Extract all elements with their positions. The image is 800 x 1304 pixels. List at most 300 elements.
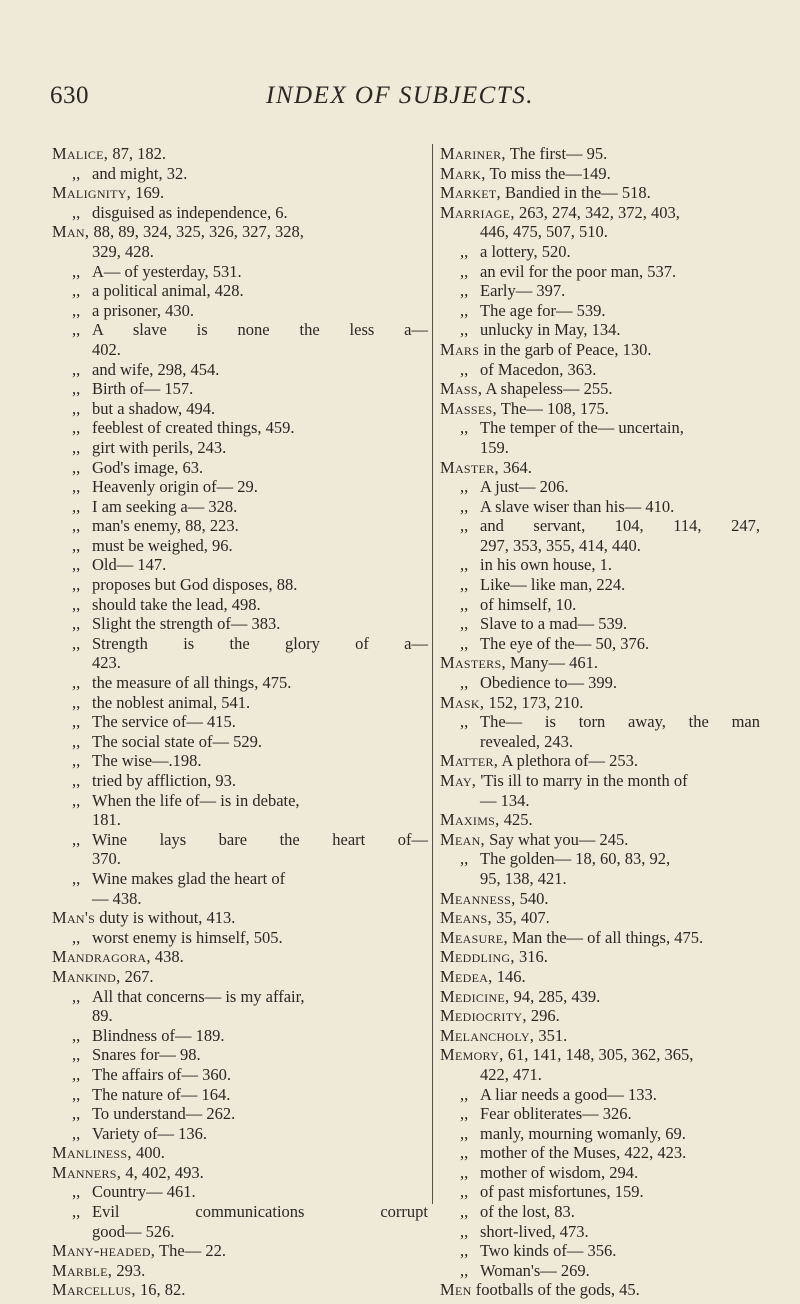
- entry-heading: Medea,: [440, 966, 493, 986]
- subentry-text: and wife, 298, 454.: [92, 359, 220, 379]
- ditto-mark: ,,: [72, 1202, 81, 1222]
- entry-heading: Mankind,: [52, 966, 121, 986]
- entry-references: 4, 402, 493.: [121, 1162, 204, 1182]
- ditto-mark: ,,: [460, 1241, 469, 1261]
- column-divider: [432, 144, 433, 1204]
- entry-heading: Masters,: [440, 653, 506, 673]
- subentry-text: Wine makes glad the heart of: [92, 868, 286, 888]
- index-entry: [440, 908, 760, 928]
- entry-references: 'Tis ill to marry in the month of: [476, 771, 688, 790]
- index-subentry: [440, 418, 760, 438]
- ditto-mark: ,,: [460, 1182, 469, 1202]
- entry-heading: Measure,: [440, 927, 508, 947]
- ditto-mark: ,,: [460, 496, 469, 516]
- continuation-line: — 438.: [92, 888, 142, 908]
- subentry-text: Old— 147.: [92, 555, 167, 575]
- continuation-line: 370.: [92, 849, 121, 869]
- subentry-text: Variety of— 136.: [92, 1123, 208, 1143]
- ditto-mark: ,,: [72, 555, 81, 575]
- subentry-text: The wise—.198.: [92, 751, 202, 771]
- subentry-text: Slight the strength of— 383.: [92, 614, 281, 634]
- page-number: 630: [50, 82, 89, 109]
- index-entry: [440, 771, 760, 791]
- ditto-mark: ,,: [460, 1123, 469, 1143]
- entry-references: 88, 89, 324, 325, 326, 327, 328,: [89, 222, 304, 242]
- index-subentry: [440, 281, 760, 301]
- entry-references: 293.: [112, 1260, 146, 1280]
- index-entry: [52, 1241, 428, 1261]
- ditto-mark: ,,: [72, 1123, 81, 1143]
- subentry-text: mother of wisdom, 294.: [480, 1162, 639, 1182]
- index-subentry: [440, 1222, 760, 1242]
- index-entry: [440, 1006, 760, 1026]
- index-subentry: [52, 751, 428, 771]
- index-subentry: [440, 1261, 760, 1281]
- ditto-mark: ,,: [460, 1162, 469, 1182]
- subentry-text: The— is torn away, the man: [480, 712, 760, 732]
- ditto-mark: ,,: [460, 477, 469, 497]
- index-subentry: [52, 1202, 428, 1222]
- entry-references: in the garb of Peace, 130.: [479, 339, 652, 359]
- entry-references: A plethora of— 253.: [498, 751, 639, 771]
- entry-heading: Mediocrity,: [440, 1006, 527, 1026]
- index-entry: [440, 830, 760, 850]
- subentry-text: The age for— 539.: [480, 300, 606, 320]
- continuation-line: 181.: [92, 810, 121, 830]
- entry-references: Say what you— 245.: [484, 829, 629, 849]
- ditto-mark: ,,: [72, 496, 81, 516]
- subentry-text: A slave is none the less a—: [92, 320, 428, 340]
- entry-heading: Market,: [440, 183, 501, 203]
- entry-references: 351.: [534, 1025, 568, 1045]
- index-subentry: [440, 614, 760, 634]
- subentry-text: should take the lead, 498.: [92, 594, 261, 614]
- subentry-text: Strength is the glory of a—: [92, 633, 428, 653]
- index-subentry: [440, 555, 760, 575]
- index-entry: [440, 947, 760, 967]
- index-subentry: [52, 281, 428, 301]
- entry-references: Man the— of all things, 475.: [507, 927, 704, 947]
- entry-references: 263, 274, 342, 372, 403,: [514, 202, 680, 222]
- entry-references: 316.: [514, 947, 548, 967]
- ditto-mark: ,,: [460, 1260, 469, 1280]
- entry-references: A shapeless— 255.: [482, 379, 613, 399]
- index-entry: [440, 928, 760, 948]
- index-entry: [52, 1143, 428, 1163]
- subentry-text: must be weighed, 96.: [92, 535, 233, 555]
- index-subentry: [52, 673, 428, 693]
- index-subentry: [52, 869, 428, 889]
- index-entry: [52, 144, 428, 164]
- subentry-text: of Macedon, 363.: [480, 359, 597, 379]
- subentry-text: Evil communications corrupt: [92, 1202, 428, 1222]
- index-subentry: [52, 1065, 428, 1085]
- index-subentry: [52, 301, 428, 321]
- index-entry: [440, 379, 760, 399]
- continuation-line: 446, 475, 507, 510.: [480, 222, 608, 242]
- entry-heading: Manliness,: [52, 1143, 132, 1163]
- entry-heading: Mandragora,: [52, 947, 151, 967]
- index-subentry: [52, 1104, 428, 1124]
- index-entry: [440, 1045, 760, 1065]
- subentry-text: disguised as independence, 6.: [92, 202, 288, 222]
- index-entry: [440, 183, 760, 203]
- ditto-mark: ,,: [72, 712, 81, 732]
- subentry-text: Two kinds of— 356.: [480, 1241, 617, 1261]
- entry-heading: Man's: [52, 908, 96, 928]
- ditto-mark: ,,: [460, 594, 469, 614]
- entry-references: 61, 141, 148, 305, 362, 365,: [503, 1045, 694, 1065]
- ditto-mark: ,,: [460, 555, 469, 575]
- index-subentry: [440, 477, 760, 497]
- subentry-text: feeblest of created things, 459.: [92, 418, 295, 438]
- entry-heading: Many-headed,: [52, 1241, 156, 1261]
- index-subentry: [440, 1202, 760, 1222]
- continuation-line: 402.: [92, 339, 121, 359]
- ditto-mark: ,,: [72, 1104, 81, 1124]
- entry-references: 438.: [150, 947, 184, 967]
- subentry-text: Woman's— 269.: [480, 1260, 590, 1280]
- index-entry: [440, 889, 760, 909]
- entry-heading: Memory,: [440, 1045, 504, 1065]
- entry-references: Many— 461.: [505, 653, 598, 673]
- subentry-text: manly, mourning womanly, 69.: [480, 1123, 686, 1143]
- entry-references: 87, 182.: [108, 144, 166, 163]
- subentry-text: of the lost, 83.: [480, 1202, 575, 1222]
- ditto-mark: ,,: [72, 300, 81, 320]
- entry-references: 296.: [526, 1006, 560, 1026]
- index-subentry: [52, 320, 428, 340]
- ditto-mark: ,,: [72, 398, 81, 418]
- entry-heading: Mask,: [440, 692, 485, 712]
- ditto-mark: ,,: [460, 300, 469, 320]
- continuation-line: 159.: [480, 437, 509, 457]
- index-entry: [440, 458, 760, 478]
- ditto-mark: ,,: [72, 829, 81, 849]
- subentry-text: short-lived, 473.: [480, 1221, 589, 1241]
- ditto-mark: ,,: [72, 575, 81, 595]
- index-entry: [52, 183, 428, 203]
- subentry-text: a prisoner, 430.: [92, 300, 194, 320]
- continuation-line: — 134.: [480, 790, 530, 810]
- index-subentry: [52, 477, 428, 497]
- ditto-mark: ,,: [72, 673, 81, 693]
- index-subentry: [52, 536, 428, 556]
- index-subentry: [52, 595, 428, 615]
- index-subentry: [440, 1104, 760, 1124]
- index-subentry: [52, 555, 428, 575]
- subentry-text: in his own house, 1.: [480, 555, 612, 575]
- continuation-line: good— 526.: [92, 1221, 175, 1241]
- index-subentry: [440, 849, 760, 869]
- subentry-text: Country— 461.: [92, 1182, 196, 1202]
- subentry-text: Like— like man, 224.: [480, 575, 626, 595]
- entry-references: 425.: [499, 810, 533, 830]
- ditto-mark: ,,: [72, 202, 81, 222]
- subentry-text: Heavenly origin of— 29.: [92, 477, 258, 497]
- ditto-mark: ,,: [72, 790, 81, 810]
- index-subentry: [440, 516, 760, 536]
- index-entry: [440, 751, 760, 771]
- index-subentry: [52, 360, 428, 380]
- entry-heading: Masses,: [440, 398, 497, 418]
- entry-references: 146.: [492, 966, 526, 986]
- subentry-text: To understand— 262.: [92, 1104, 236, 1124]
- ditto-mark: ,,: [72, 633, 81, 653]
- index-subentry: [52, 458, 428, 478]
- index-subentry: [440, 712, 760, 732]
- entry-references: 152, 173, 210.: [484, 692, 584, 712]
- ditto-mark: ,,: [72, 986, 81, 1006]
- ditto-mark: ,,: [72, 751, 81, 771]
- index-subentry: [52, 987, 428, 1007]
- index-subentry: [440, 1182, 760, 1202]
- subentry-text: The service of— 415.: [92, 712, 236, 732]
- ditto-mark: ,,: [460, 1143, 469, 1163]
- ditto-mark: ,,: [460, 261, 469, 281]
- ditto-mark: ,,: [72, 614, 81, 634]
- index-subentry: [52, 693, 428, 713]
- ditto-mark: ,,: [460, 849, 469, 869]
- subentry-text: Birth of— 157.: [92, 379, 194, 399]
- entry-heading: Mass,: [440, 379, 483, 399]
- subentry-text: an evil for the poor man, 537.: [480, 261, 677, 281]
- continuation-line: 423.: [92, 653, 121, 673]
- index-entry: [52, 1261, 428, 1281]
- subentry-text: The eye of the— 50, 376.: [480, 633, 650, 653]
- continuation-line: 89.: [92, 1006, 113, 1026]
- ditto-mark: ,,: [72, 359, 81, 379]
- subentry-text: of himself, 10.: [480, 594, 577, 614]
- continuation-line: 422, 471.: [480, 1064, 542, 1084]
- index-subentry: [52, 732, 428, 752]
- entry-heading: Meddling,: [440, 947, 515, 967]
- index-subentry: [52, 634, 428, 654]
- ditto-mark: ,,: [460, 1221, 469, 1241]
- index-subentry: [52, 575, 428, 595]
- entry-references: footballs of the gods, 45.: [471, 1280, 640, 1300]
- ditto-mark: ,,: [72, 477, 81, 497]
- index-subentry: [52, 928, 428, 948]
- ditto-mark: ,,: [460, 1084, 469, 1104]
- entry-references: 16, 82.: [135, 1280, 186, 1300]
- subentry-text: Fear obliterates— 326.: [480, 1104, 632, 1124]
- subentry-text: man's enemy, 88, 223.: [92, 516, 239, 536]
- subentry-text: Snares for— 98.: [92, 1045, 201, 1065]
- index-subentry: [440, 575, 760, 595]
- subentry-text: A liar needs a good— 133.: [480, 1084, 657, 1104]
- entry-references: 267.: [120, 966, 154, 986]
- subentry-text: Blindness of— 189.: [92, 1025, 225, 1045]
- index-subentry: [440, 1163, 760, 1183]
- ditto-mark: ,,: [460, 712, 469, 732]
- entry-heading: Man,: [52, 222, 90, 242]
- index-subentry: [52, 1045, 428, 1065]
- subentry-text: The golden— 18, 60, 83, 92,: [480, 849, 671, 869]
- index-entry: [440, 810, 760, 830]
- index-subentry: [440, 1124, 760, 1144]
- subentry-text: A just— 206.: [480, 477, 569, 497]
- index-entry: [440, 693, 760, 713]
- index-entry: [440, 164, 760, 184]
- ditto-mark: ,,: [460, 1104, 469, 1124]
- index-subentry: [52, 1124, 428, 1144]
- ditto-mark: ,,: [72, 868, 81, 888]
- subentry-text: Obedience to— 399.: [480, 673, 618, 693]
- continuation-line: 297, 353, 355, 414, 440.: [480, 535, 641, 555]
- entry-heading: Matter,: [440, 751, 499, 771]
- index-subentry: [440, 595, 760, 615]
- index-entry: [52, 908, 428, 928]
- subentry-text: Early— 397.: [480, 281, 566, 301]
- entry-heading: Malice,: [52, 144, 109, 163]
- ditto-mark: ,,: [460, 418, 469, 438]
- subentry-text: girt with perils, 243.: [92, 437, 227, 457]
- index-subentry: [440, 242, 760, 262]
- subentry-text: The nature of— 164.: [92, 1084, 231, 1104]
- subentry-text: A— of yesterday, 531.: [92, 261, 242, 281]
- subentry-text: All that concerns— is my affair,: [92, 986, 305, 1006]
- index-subentry: [52, 164, 428, 184]
- index-subentry: [52, 399, 428, 419]
- entry-heading: Medicine,: [440, 986, 510, 1006]
- entry-references: 169.: [131, 183, 165, 203]
- subentry-text: tried by affliction, 93.: [92, 771, 237, 790]
- entry-heading: Manners,: [52, 1162, 122, 1182]
- index-column-right: [440, 144, 760, 1300]
- entry-heading: Meanness,: [440, 888, 516, 908]
- index-subentry: [52, 438, 428, 458]
- ditto-mark: ,,: [72, 927, 81, 947]
- index-entry: [440, 967, 760, 987]
- ditto-mark: ,,: [72, 457, 81, 477]
- subentry-text: A slave wiser than his— 410.: [480, 496, 675, 516]
- ditto-mark: ,,: [72, 163, 81, 183]
- ditto-mark: ,,: [460, 359, 469, 379]
- index-entry: [440, 1280, 760, 1300]
- index-subentry: [52, 379, 428, 399]
- entry-references: To miss the—149.: [485, 163, 611, 183]
- entry-references: 35, 407.: [491, 908, 550, 928]
- index-subentry: [440, 673, 760, 693]
- ditto-mark: ,,: [72, 320, 81, 340]
- ditto-mark: ,,: [72, 1084, 81, 1104]
- entry-heading: Malignity,: [52, 183, 132, 203]
- index-subentry: [52, 712, 428, 732]
- entry-references: 400.: [131, 1143, 165, 1163]
- index-subentry: [440, 497, 760, 517]
- running-head: INDEX OF SUBJECTS.: [266, 82, 534, 109]
- ditto-mark: ,,: [460, 281, 469, 301]
- entry-heading: Mariner,: [440, 144, 506, 163]
- index-subentry: [52, 830, 428, 850]
- ditto-mark: ,,: [72, 692, 81, 712]
- subentry-text: a lottery, 520.: [480, 241, 571, 261]
- ditto-mark: ,,: [72, 281, 81, 301]
- ditto-mark: ,,: [72, 1025, 81, 1045]
- index-subentry: [440, 301, 760, 321]
- subentry-text: God's image, 63.: [92, 457, 204, 477]
- index-subentry: [52, 1085, 428, 1105]
- index-entry: [52, 222, 428, 242]
- index-entry: [52, 967, 428, 987]
- subentry-text: worst enemy is himself, 505.: [92, 927, 283, 947]
- ditto-mark: ,,: [72, 261, 81, 281]
- index-subentry: [440, 360, 760, 380]
- subentry-text: The affairs of— 360.: [92, 1064, 231, 1084]
- entry-heading: Marriage,: [440, 202, 515, 222]
- index-column-left: [52, 144, 428, 1300]
- subentry-text: a political animal, 428.: [92, 281, 244, 301]
- index-subentry: [52, 418, 428, 438]
- ditto-mark: ,,: [460, 673, 469, 693]
- subentry-text: The social state of— 529.: [92, 731, 262, 751]
- ditto-mark: ,,: [72, 437, 81, 457]
- subentry-text: of past misfortunes, 159.: [480, 1182, 644, 1202]
- entry-references: duty is without, 413.: [95, 908, 236, 928]
- ditto-mark: ,,: [460, 1202, 469, 1222]
- subentry-text: but a shadow, 494.: [92, 398, 216, 418]
- entry-heading: Mark,: [440, 163, 486, 183]
- entry-heading: Means,: [440, 908, 492, 928]
- ditto-mark: ,,: [460, 575, 469, 595]
- entry-heading: Men: [440, 1280, 472, 1300]
- subentry-text: and might, 32.: [92, 163, 188, 183]
- subentry-text: the measure of all things, 475.: [92, 673, 292, 693]
- index-entry: [52, 1163, 428, 1183]
- ditto-mark: ,,: [72, 418, 81, 438]
- entry-references: 364.: [498, 457, 532, 477]
- ditto-mark: ,,: [72, 535, 81, 555]
- index-subentry: [52, 516, 428, 536]
- entry-heading: Marcellus,: [52, 1280, 136, 1300]
- subentry-text: the noblest animal, 541.: [92, 692, 251, 712]
- subentry-text: unlucky in May, 134.: [480, 320, 621, 340]
- ditto-mark: ,,: [460, 241, 469, 261]
- index-entry: [440, 1026, 760, 1046]
- continuation-line: 329, 428.: [92, 241, 154, 261]
- entry-references: The— 22.: [155, 1241, 226, 1261]
- index-entry: [440, 399, 760, 419]
- continuation-line: 95, 138, 421.: [480, 868, 567, 888]
- index-entry: [52, 1280, 428, 1300]
- ditto-mark: ,,: [72, 516, 81, 536]
- index-subentry: [52, 497, 428, 517]
- ditto-mark: ,,: [72, 771, 81, 790]
- index-entry: [52, 947, 428, 967]
- entry-heading: Mars: [440, 339, 480, 359]
- ditto-mark: ,,: [460, 633, 469, 653]
- index-subentry: [440, 1241, 760, 1261]
- ditto-mark: ,,: [460, 516, 469, 536]
- entry-references: 94, 285, 439.: [509, 986, 601, 1006]
- entry-heading: Marble,: [52, 1260, 113, 1280]
- ditto-mark: ,,: [460, 320, 469, 340]
- subentry-text: Slave to a mad— 539.: [480, 614, 628, 634]
- page-header: [50, 82, 750, 116]
- entry-references: Bandied in the— 518.: [500, 183, 651, 203]
- entry-heading: Melancholy,: [440, 1025, 535, 1045]
- index-subentry: [52, 203, 428, 223]
- ditto-mark: ,,: [72, 379, 81, 399]
- entry-heading: May,: [440, 771, 477, 790]
- ditto-mark: ,,: [72, 1045, 81, 1065]
- ditto-mark: ,,: [72, 594, 81, 614]
- index-subentry: [52, 1026, 428, 1046]
- subentry-text: proposes but God disposes, 88.: [92, 575, 298, 595]
- subentry-text: When the life of— is in debate,: [92, 790, 300, 810]
- index-subentry: [440, 634, 760, 654]
